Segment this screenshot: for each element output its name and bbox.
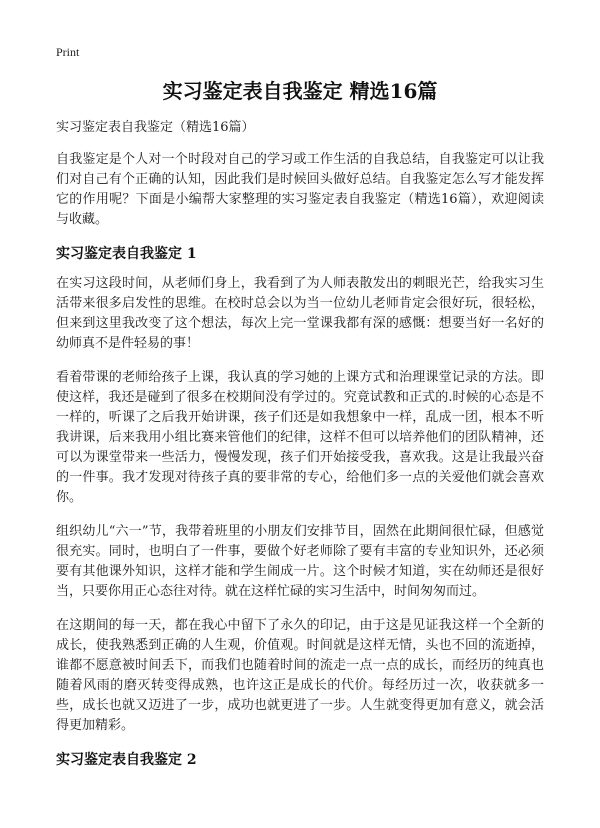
document-subtitle: 实习鉴定表自我鉴定（精选16篇） [56,120,255,135]
section-1-paragraph-4: 在这期间的每一天，都在我心中留下了永久的印记，由于这是见证我这样一个全新的成长，使我熟悉到正确的人生观，价值观。时间就是这样无情，头也不回的流逝掉，谁都不愿意被时间丢下，而我们也随着时间的流走一点一点的成长，而经历的纯真也随着风雨的磨灭转变得成熟，也许这正是成长的代价。每经历过一次，收获就多一些，成长也就又迈进了一步，成功也就更进了一步。人生就变得更加有意义，就会活得更加精彩。 [56,618,544,733]
print-link[interactable]: Print [56,45,80,59]
section-1-paragraph-1: 在实习这段时间，从老师们身上，我看到了为人师表散发出的刺眼光芒，给我实习生活带来很多启发性的思维。在校时总会以为当一位幼儿老师肯定会很好玩，很轻松，但来到这里我改变了这个想法，每次上完一堂课我都有深的感慨：想要当好一名好的幼师真不是件轻易的事！ [56,276,544,351]
page-title: 实习鉴定表自我鉴定 精选16篇 [162,79,438,103]
section-heading-2: 实习鉴定表自我鉴定 2 [56,752,197,768]
section-1-paragraph-2: 看着带课的老师给孩子上课，我认真的学习她的上课方式和治理课堂记录的方法。即使这样，我还是碰到了很多在校期间没有学过的。究竟试教和正式的.时候的心态是不一样的，听课了之后我开始讲课，孩子们还是如我想象中一样，乱成一团，根本不听我讲课，后来我用小组比赛来管他们的纪律，这样不但可以培养他们的团队精神，还可以为课堂带来一些活力，慢慢发现，孩子们开始接受我，喜欢我。这是让我最兴奋的一件事。我才发现对待孩子真的要非常的专心，给他们多一点的关爱他们就会喜欢你。 [56,370,544,505]
intro-paragraph: 自我鉴定是个人对一个时段对自己的学习或工作生活的自我总结，自我鉴定可以让我们对自己有个正确的认知，因此我们是时候回头做好总结。自我鉴定怎么写才能发挥它的作用呢？下面是小编帮大家整理的实习鉴定表自我鉴定（精选16篇），欢迎阅读与收藏。 [56,152,544,227]
section-1-paragraph-3: 组织幼儿“六一”节，我带着班里的小朋友们安排节目，固然在此期间很忙碌，但感觉很充实。同时，也明白了一件事，要做个好老师除了要有丰富的专业知识外，还必须要有其他课外知识，这样才能和学生闹成一片。这个时候才知道，实在幼师还是很好当，只要你用正心态往对待。就在这样忙碌的实习生活中，时间匆匆而过。 [56,524,544,599]
section-heading-1: 实习鉴定表自我鉴定 1 [56,246,197,262]
